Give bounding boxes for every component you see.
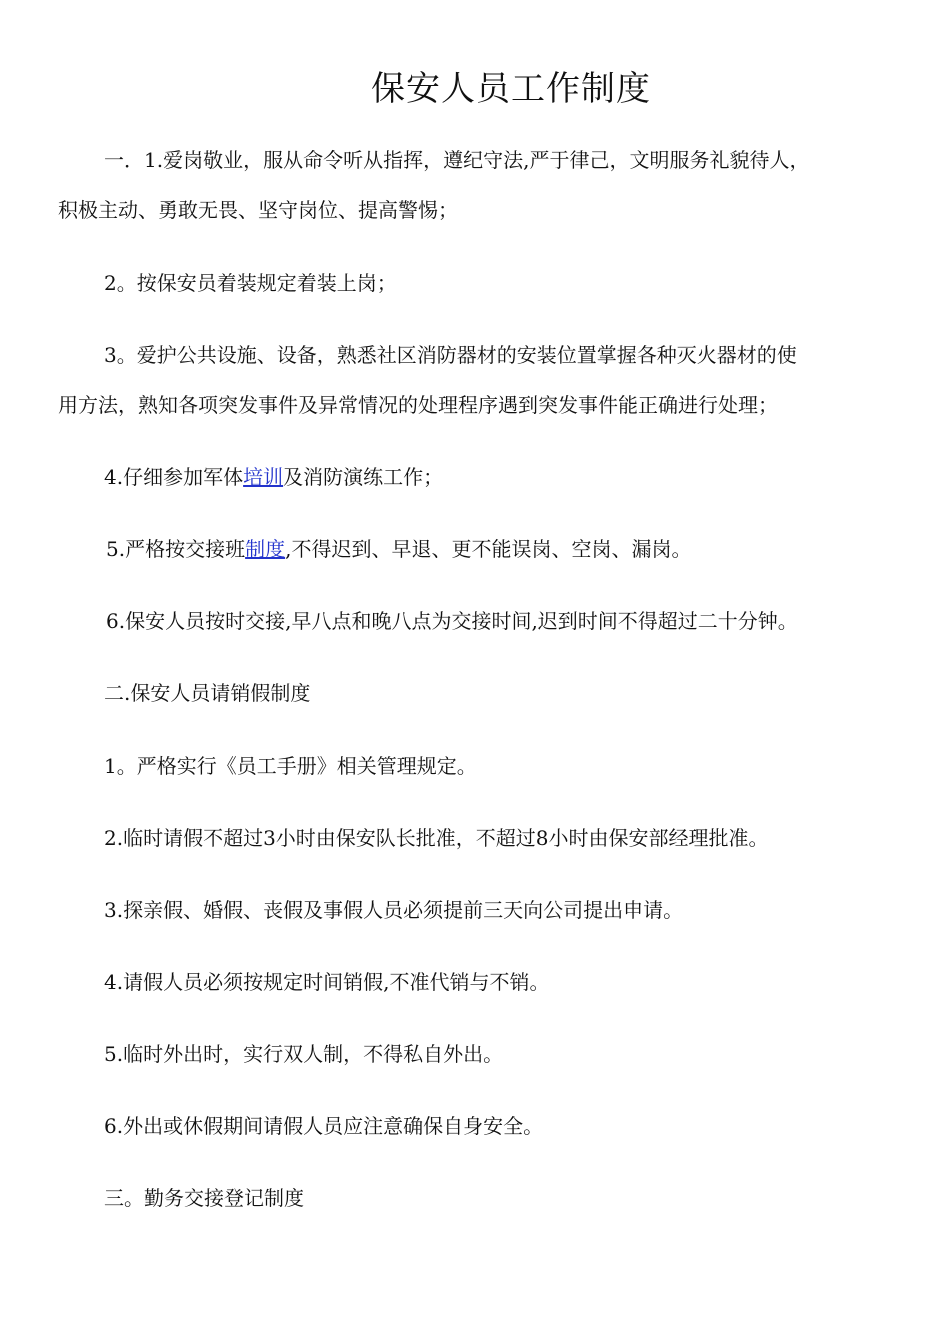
regulation-link[interactable]: 制度 [245, 537, 286, 561]
s1-item4 [104, 453, 443, 501]
s1-item5-text-pre: 5.严格按交接班 [106, 537, 246, 561]
page-title: 保安人员工作制度 [371, 69, 651, 109]
s1-item1-line1: 一．1.爱岗敬业，服从命令听从指挥，遵纪守法,严于律己，文明服务礼貌待人， [104, 148, 810, 172]
s1-item6: 6.保安人员按时交接,早八点和晚八点为交接时间,迟到时间不得超过二十分钟。 [106, 609, 798, 633]
s2-item1: 1。严格实行《员工手册》相关管理规定。 [104, 754, 477, 778]
s2-item6: 6.外出或休假期间请假人员应注意确保自身安全。 [104, 1114, 544, 1138]
s1-item1-line2: 积极主动、勇敢无畏、坚守岗位、提高警惕； [58, 198, 458, 222]
s1-item5 [106, 525, 691, 573]
training-link[interactable]: 培训 [243, 465, 284, 489]
s2-item5: 5.临时外出时，实行双人制，不得私自外出。 [104, 1042, 504, 1066]
s2-item3: 3.探亲假、婚假、丧假及事假人员必须提前三天向公司提出申请。 [104, 898, 684, 922]
s2-item4: 4.请假人员必须按规定时间销假,不准代销与不销。 [104, 970, 550, 994]
s3-heading: 三。勤务交接登记制度 [104, 1186, 304, 1210]
s1-item2: 2。按保安员着装规定着装上岗； [104, 271, 397, 295]
s1-item4-text-pre: 4.仔细参加军体 [104, 465, 244, 489]
s1-item3-line1: 3。爱护公共设施、设备，熟悉社区消防器材的安装位置掌握各种灭火器材的使 [104, 343, 797, 367]
s1-item4-text-post: 及消防演练工作； [283, 465, 444, 489]
s1-item3-line2: 用方法，熟知各项突发事件及异常情况的处理程序遇到突发事件能正确进行处理； [58, 393, 778, 417]
s1-item5-text-post: ,不得迟到、早退、更不能误岗、空岗、漏岗。 [285, 537, 692, 561]
s2-heading: 二.保安人员请销假制度 [104, 681, 311, 705]
s2-item2: 2.临时请假不超过3小时由保安队长批准，不超过8小时由保安部经理批准。 [104, 826, 769, 850]
